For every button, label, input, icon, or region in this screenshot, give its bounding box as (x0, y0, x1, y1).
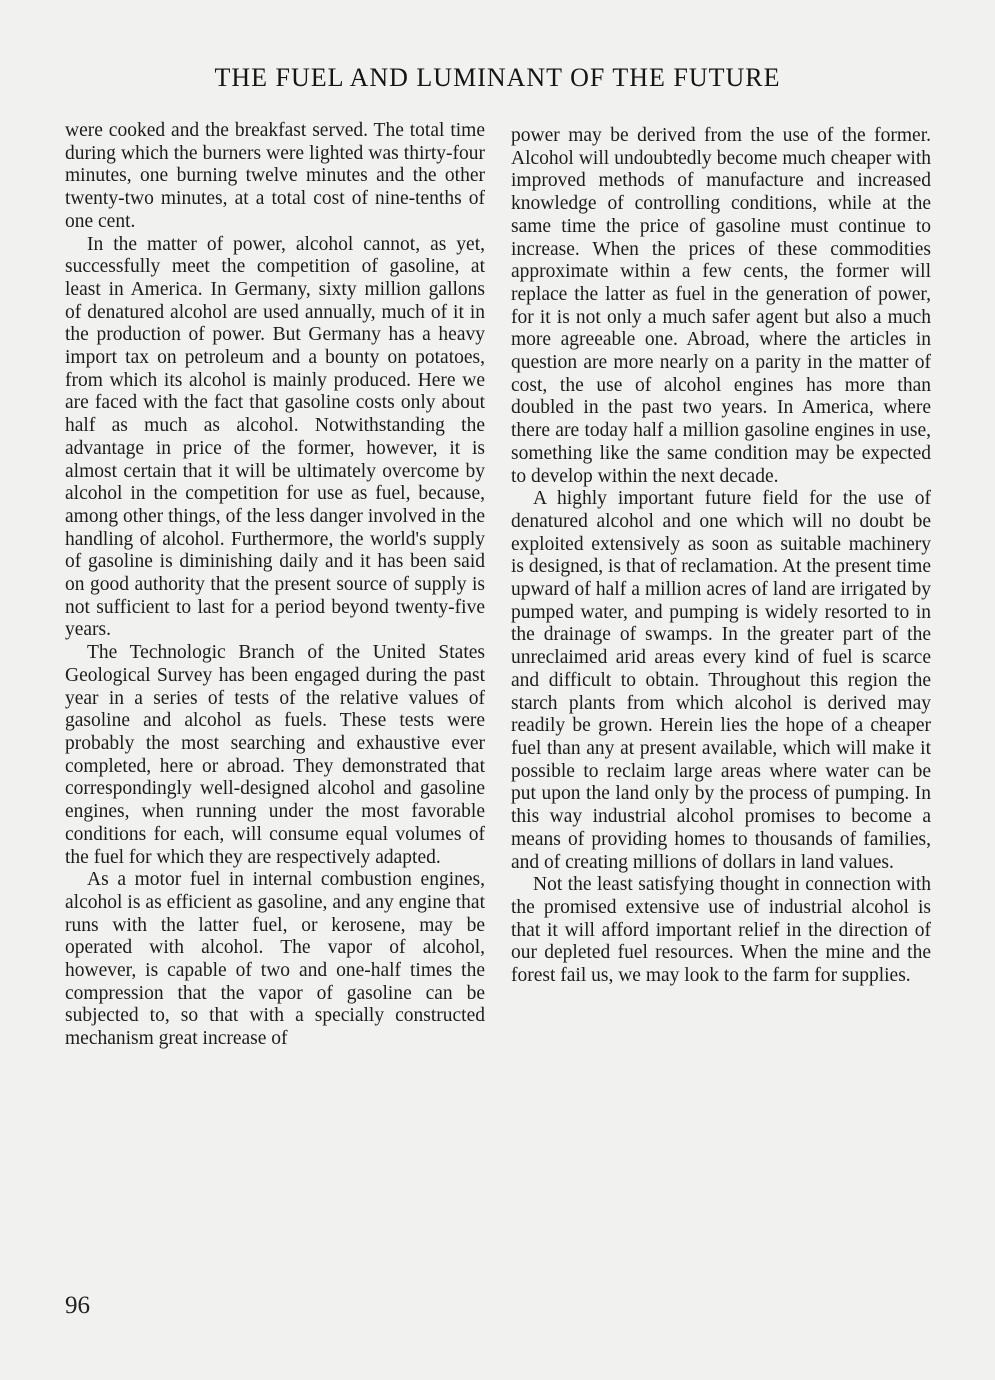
paragraph: Not the least satisfying thought in connection with the promised extensive use of industrial alcohol is that it will afford important relief in the direction of our depleted fuel resources. When the mine and the forest fail us, we may look to the farm for supplies. (511, 874, 931, 987)
paragraph: power may be derived from the use of the former. Alcohol will undoubtedly become much cheaper with improved methods of manufacture and increased knowledge of controlling conditions, while at the same time the price of gasoline must continue to increase. When the prices of these commodities approximate within a few cents, the former will replace the latter as fuel in the generation of power, for it is not only a much safer agent but also a much more agreeable one. Abroad, where the articles in question are more nearly on a parity in the matter of cost, the use of alcohol engines has more than doubled in the past two years. In America, where there are today half a million gasoline engines in use, something like the same condition may be expected to develop within the next decade. (511, 125, 931, 487)
paragraph: In the matter of power, alcohol cannot, as yet, successfully meet the competition of gasoline, at least in America. In Germany, sixty million gallons of denatured alcohol are used annually, much of it in the production of power. But Germany has a heavy import tax on petroleum and a bounty on potatoes, from which its alcohol is mainly produced. Here we are faced with the fact that gasoline costs only about half as much as alcohol. Notwithstanding the advantage in price of the former, however, it is almost certain that it will be ultimately overcome by alcohol in the competition for use as fuel, because, among other things, of the less danger involved in the handling of alcohol. Furthermore, the world's supply of gasoline is diminishing daily and it has been said on good authority that the present source of supply is not sufficient to last for a period beyond twenty-five years. (65, 233, 485, 641)
paragraph: The Technologic Branch of the United States Geological Survey has been engaged during the past year in a series of tests of the relative values of gasoline and alcohol as fuels. These tests were probably the most searching and exhaustive ever completed, here or abroad. They demonstrated that correspondingly well-designed alcohol and gasoline engines, when running under the most favorable conditions for each, will consume equal volumes of the fuel for which they are respectively adapted. (65, 642, 485, 868)
page-number: 96 (65, 1292, 90, 1319)
running-title: THE FUEL AND LUMINANT OF THE FUTURE (214, 63, 781, 92)
left-column (65, 120, 485, 1051)
paragraph: A highly important future field for the use of denatured alcohol and one which will no doubt be exploited extensively as soon as suitable machinery is designed, is that of reclamation. At the present time upward of half a million acres of land are irrigated by pumped water, and pumping is widely resorted to in the drainage of swamps. In the greater part of the unreclaimed arid areas every kind of fuel is scarce and difficult to obtain. Throughout this region the starch plants from which alcohol is derived may readily be grown. Herein lies the hope of a cheaper fuel than any at present available, which will make it possible to reclaim large areas where water can be put upon the land only by the process of pumping. In this way industrial alcohol promises to become a means of providing homes to thousands of families, and of creating millions of dollars in land values. (511, 488, 931, 873)
right-column (511, 125, 931, 988)
paragraph: As a motor fuel in internal combustion engines, alcohol is as efficient as gasoline, and any engine that runs with the latter fuel, or kerosene, may be operated with alcohol. The vapor of alcohol, however, is capable of two and one-half times the compression that the vapor of gasoline can be subjected to, so that with a specially constructed mechanism great increase of (65, 869, 485, 1050)
paragraph: were cooked and the breakfast served. The total time during which the burners were lighted was thirty-four minutes, one burning twelve minutes and the other twenty-two minutes, at a total cost of nine-tenths of one cent. (65, 120, 485, 232)
